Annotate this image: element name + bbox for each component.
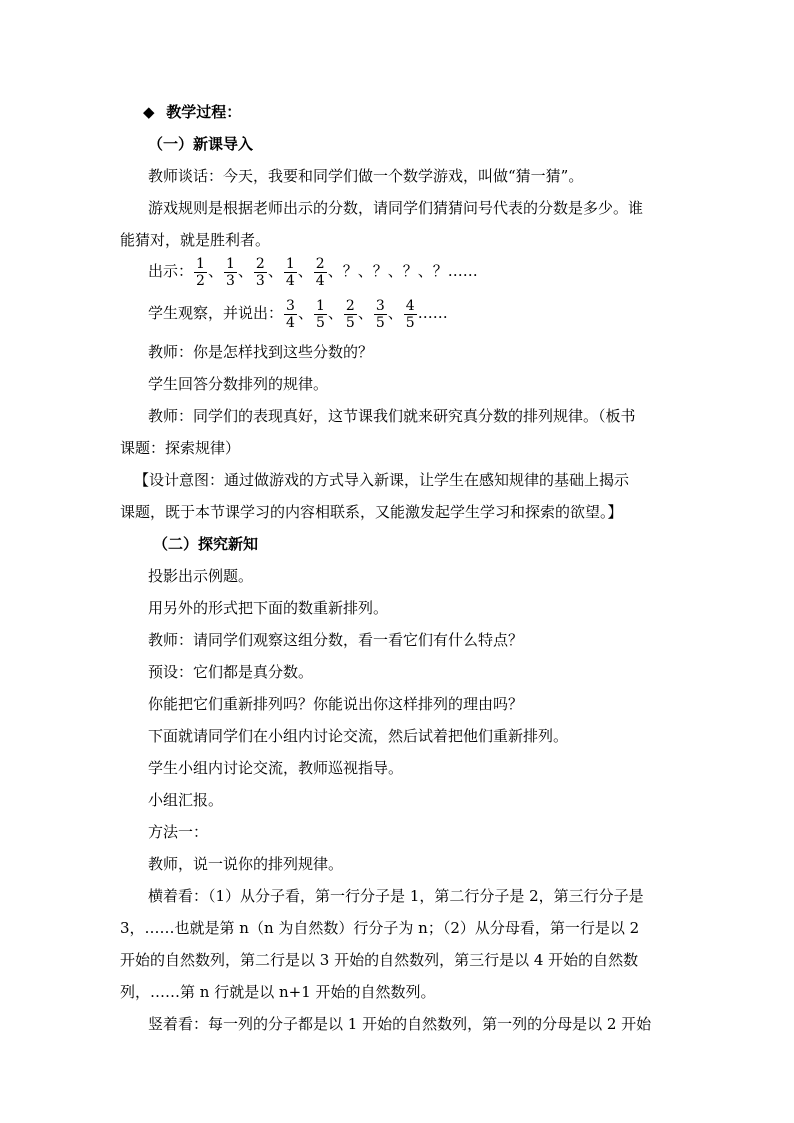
fraction xyxy=(404,298,417,331)
show-label: 出示： xyxy=(148,262,194,280)
fraction-denominator: 2 xyxy=(196,272,205,289)
fraction-numerator: 2 xyxy=(255,255,265,272)
paragraph: 方法一： xyxy=(148,823,209,841)
paragraph: 教师：同学们的表现真好，这节课我们就来研究真分数的排列规律。（板书 xyxy=(148,407,636,425)
design-intent: 【设计意图：通过做游戏的方式导入新课，让学生在感知规律的基础上揭示 xyxy=(134,471,630,489)
paragraph: 游戏规则是根据老师出示的分数，请同学们猜猜问号代表的分数是多少。谁 xyxy=(148,199,644,217)
fraction-denominator: 3 xyxy=(255,272,265,289)
paragraph: 小组汇报。 xyxy=(148,791,224,809)
observe-tail: …… xyxy=(417,304,448,322)
fraction-numerator: 1 xyxy=(315,297,325,314)
fraction xyxy=(314,298,327,331)
paragraph: 教师：你是怎样找到这些分数的？ xyxy=(148,343,374,361)
separator: 、 xyxy=(387,304,403,322)
paragraph: 能猜对，就是胜利者。 xyxy=(120,231,271,249)
paragraph: 教师谈话：今天，我要和同学们做一个数学游戏，叫做“猜一猜”。 xyxy=(148,167,584,185)
fraction-numerator: 1 xyxy=(225,255,235,272)
show-fractions xyxy=(193,255,328,289)
fraction-numerator: 1 xyxy=(285,255,295,272)
fraction-denominator: 5 xyxy=(345,314,355,331)
section1-heading: （一）新课导入 xyxy=(148,135,254,153)
fraction xyxy=(194,256,207,289)
process-title xyxy=(143,102,703,122)
paragraph: 横着看：（1）从分子看，第一行分子是 1，第二行分子是 2，第三行分子是 xyxy=(148,887,644,905)
separator: 、 xyxy=(327,304,343,322)
paragraph: 用另外的形式把下面的数重新排列。 xyxy=(148,599,389,617)
fraction-denominator: 4 xyxy=(315,272,325,289)
fraction-numerator: 1 xyxy=(196,255,205,272)
paragraph: 学生小组内讨论交流，教师巡视指导。 xyxy=(148,759,404,777)
fraction-numerator: 2 xyxy=(315,255,325,272)
paragraph: 教师：请同学们观察这组分数，看一看它们有什么特点？ xyxy=(148,631,524,649)
separator: 、 xyxy=(237,262,253,280)
show-tail: 、？、？、？、？…… xyxy=(327,262,478,280)
fraction-numerator: 4 xyxy=(405,297,415,314)
paragraph: 3，……也就是第 n（n 为自然数）行分子为 n；（2）从分母看，第一行是以 2 xyxy=(120,919,640,937)
show-fractions-line xyxy=(148,254,708,289)
diamond-bullet-icon: ◆ xyxy=(143,103,155,121)
observe-fractions xyxy=(283,297,418,331)
separator: 、 xyxy=(297,262,313,280)
observe-label: 学生观察，并说出： xyxy=(148,304,284,322)
paragraph: 学生回答分数排列的规律。 xyxy=(148,375,329,393)
separator: 、 xyxy=(267,262,283,280)
separator: 、 xyxy=(357,304,373,322)
fraction-denominator: 5 xyxy=(405,314,415,331)
fraction-denominator: 3 xyxy=(225,272,235,289)
paragraph: 课题：探索规律） xyxy=(120,439,241,457)
fraction xyxy=(344,298,357,331)
paragraph: 教师，说一说你的排列规律。 xyxy=(148,855,344,873)
design-intent: 课题，既于本节课学习的内容相联系，又能激发起学生学习和探索的欲望。】 xyxy=(120,503,623,521)
paragraph: 你能把它们重新排列吗？你能说出你这样排列的理由吗？ xyxy=(148,695,524,713)
fraction-denominator: 4 xyxy=(285,272,295,289)
fraction-numerator: 3 xyxy=(286,297,295,314)
paragraph: 下面就请同学们在小组内讨论交流，然后试着把他们重新排列。 xyxy=(148,727,569,745)
fraction-denominator: 5 xyxy=(375,314,385,331)
fraction xyxy=(374,298,387,331)
paragraph: 开始的自然数列，第二行是以 3 开始的自然数列，第三行是以 4 开始的自然数 xyxy=(120,951,639,969)
fraction-numerator: 2 xyxy=(345,297,355,314)
fraction-numerator: 3 xyxy=(375,297,385,314)
paragraph: 投影出示例题。 xyxy=(148,567,254,585)
separator: 、 xyxy=(297,304,313,322)
process-title-text: 教学过程： xyxy=(166,103,242,121)
fraction-denominator: 4 xyxy=(286,314,295,331)
fraction xyxy=(254,256,267,289)
fraction xyxy=(224,256,237,289)
fraction-denominator: 5 xyxy=(315,314,325,331)
paragraph: 列，……第 n 行就是以 n+1 开始的自然数列。 xyxy=(120,983,436,1001)
separator: 、 xyxy=(207,262,223,280)
section2-heading: （二）探究新知 xyxy=(153,535,259,553)
paragraph: 预设：它们都是真分数。 xyxy=(148,663,314,681)
fraction xyxy=(314,256,327,289)
fraction xyxy=(284,256,297,289)
observe-fractions-line xyxy=(148,296,708,331)
paragraph: 竖着看：每一列的分子都是以 1 开始的自然数列，第一列的分母是以 2 开始 xyxy=(148,1015,652,1033)
fraction xyxy=(284,298,297,331)
